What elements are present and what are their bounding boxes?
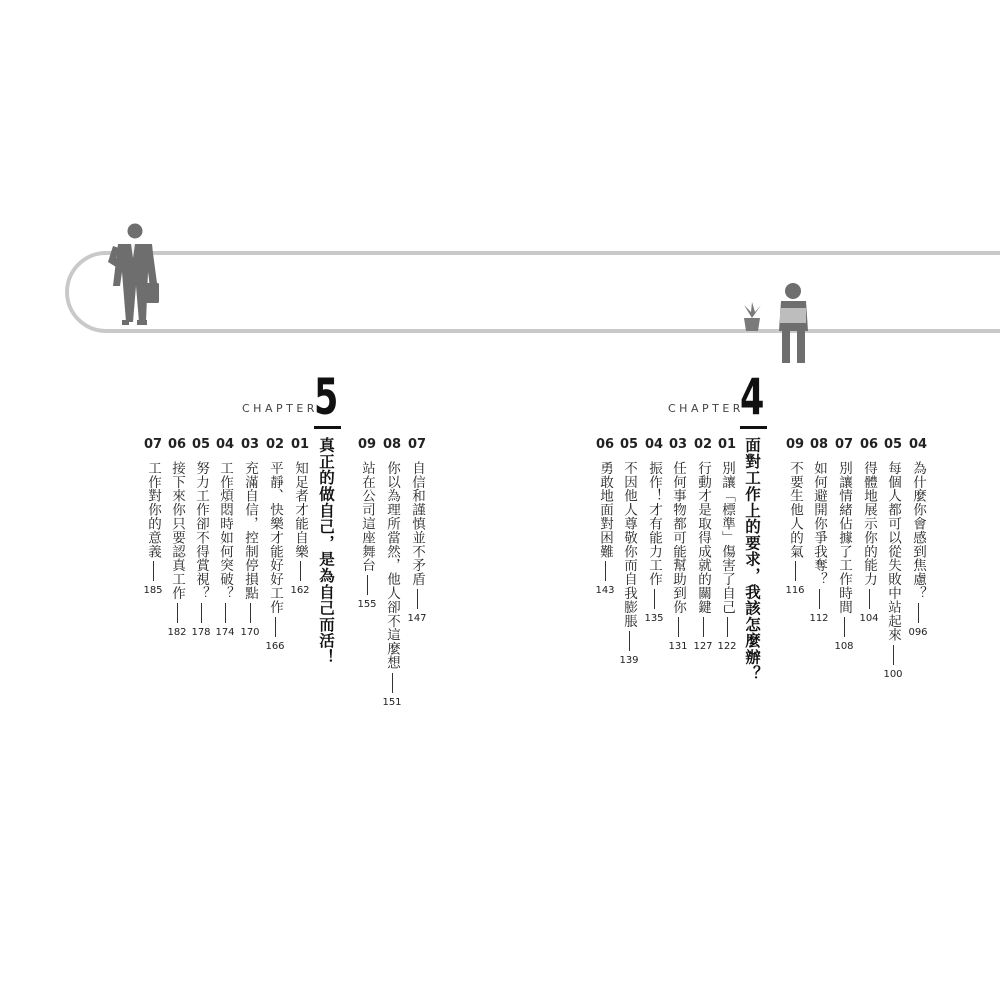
- toc-entry: [618, 437, 640, 666]
- entry-page: 166: [265, 640, 285, 652]
- entry-page: 112: [809, 613, 829, 625]
- entry-title: 知足者才能自樂: [292, 461, 308, 559]
- entry-title: 你以為理所當然，他人卻不這麼想: [384, 461, 400, 670]
- leader-line: [893, 645, 894, 665]
- entry-page: 151: [382, 696, 402, 708]
- plant-figure: [744, 302, 761, 331]
- entry-number: 07: [143, 437, 163, 452]
- toc-entry: [833, 437, 855, 652]
- entry-title: 得體地展示你的能力: [861, 461, 877, 587]
- toc-entry: [667, 437, 689, 652]
- toc-entry: [381, 437, 403, 708]
- track-line: [67, 253, 1000, 331]
- entry-page: 139: [619, 654, 639, 666]
- entry-page: 143: [595, 585, 615, 597]
- entry-number: 09: [785, 437, 805, 452]
- leader-line: [250, 603, 251, 623]
- entry-number: 07: [407, 437, 427, 452]
- toc-entry: [214, 437, 236, 638]
- entry-page: 096: [908, 627, 928, 638]
- toc-entry: [239, 437, 261, 638]
- entry-title: 別讓「標準」傷害了自己: [719, 461, 735, 614]
- leader-line: [177, 603, 178, 623]
- leader-line: [605, 561, 606, 581]
- entry-number: 04: [908, 437, 928, 452]
- toc-entry: [808, 437, 830, 624]
- entry-title: 工作煩悶時如何突破？: [217, 461, 233, 600]
- entry-page: 155: [357, 599, 377, 611]
- chapter5-rule: [314, 426, 341, 429]
- leader-line: [918, 603, 919, 623]
- entry-title: 充滿自信，控制停損點: [242, 461, 258, 600]
- chapter5-number: 5: [314, 368, 339, 426]
- toc-entry: [594, 437, 616, 596]
- entry-page: 127: [693, 640, 713, 652]
- entry-page: 170: [240, 627, 260, 638]
- entry-page: 100: [883, 668, 903, 680]
- entry-title: 接下來你只要認真工作: [169, 461, 185, 600]
- chapter5-title: 真正的做自己，是為自己而活！: [317, 437, 335, 666]
- entry-title: 站在公司這座舞台: [359, 461, 375, 573]
- entry-page: 178: [191, 627, 211, 638]
- toc-entry: [142, 437, 164, 596]
- entry-title: 為什麼你會感到焦慮？: [910, 461, 926, 600]
- entry-number: 02: [693, 437, 713, 452]
- toc-entry: [643, 437, 665, 624]
- entry-title: 平靜、快樂才能好好工作: [267, 461, 283, 614]
- entry-title: 自信和謹慎並不矛盾: [409, 461, 425, 587]
- entry-number: 05: [191, 437, 211, 452]
- entry-number: 07: [834, 437, 854, 452]
- toc-entry: [190, 437, 212, 638]
- toc-entry: [716, 437, 738, 652]
- toc-entry: [166, 437, 188, 638]
- leader-line: [367, 575, 368, 595]
- entry-number: 06: [859, 437, 879, 452]
- entry-page: 174: [215, 627, 235, 638]
- leader-line: [225, 603, 226, 623]
- entry-number: 05: [619, 437, 639, 452]
- toc-entry: [882, 437, 904, 680]
- entry-title: 勇敢地面對困難: [597, 461, 613, 559]
- leader-line: [703, 617, 704, 637]
- entry-page: 162: [290, 585, 310, 597]
- entry-title: 任何事物都可能幫助到你: [670, 461, 686, 614]
- entry-page: 108: [834, 640, 854, 652]
- entry-number: 09: [357, 437, 377, 452]
- toc-entry: [858, 437, 880, 624]
- entry-number: 08: [809, 437, 829, 452]
- entry-number: 03: [240, 437, 260, 452]
- entry-title: 每個人都可以從失敗中站起來: [885, 461, 901, 642]
- entry-page: 122: [717, 640, 737, 652]
- leader-line: [654, 589, 655, 609]
- leader-line: [727, 617, 728, 637]
- seated-person-figure: [779, 283, 808, 363]
- entry-number: 02: [265, 437, 285, 452]
- entry-title: 不因他人尊敬你而自我膨脹: [621, 461, 637, 628]
- entry-page: 104: [859, 613, 879, 625]
- leader-line: [678, 617, 679, 637]
- leader-line: [300, 561, 301, 581]
- entry-title: 行動才是取得成就的關鍵: [695, 461, 711, 614]
- chapter5-label: CHAPTER: [242, 402, 318, 415]
- entry-number: 01: [717, 437, 737, 452]
- entry-title: 別讓情緒佔據了工作時間: [836, 461, 852, 614]
- entry-page: 147: [407, 613, 427, 625]
- entry-number: 06: [167, 437, 187, 452]
- leader-line: [275, 617, 276, 637]
- toc-entry: [907, 437, 929, 638]
- entry-number: 05: [883, 437, 903, 452]
- entry-title: 不要生他人的氣: [787, 461, 803, 559]
- entry-page: 116: [785, 585, 805, 597]
- leader-line: [417, 589, 418, 609]
- entry-page: 131: [668, 640, 688, 652]
- leader-line: [869, 589, 870, 609]
- entry-page: 135: [644, 613, 664, 625]
- leader-line: [844, 617, 845, 637]
- businessman-figure: [108, 224, 159, 326]
- chapter4-label: CHAPTER: [668, 402, 744, 415]
- toc-entry: [692, 437, 714, 652]
- entry-number: 04: [644, 437, 664, 452]
- chapter4-number: 4: [740, 368, 765, 426]
- chapter4-rule: [740, 426, 767, 429]
- entry-title: 工作對你的意義: [145, 461, 161, 559]
- toc-entry: [784, 437, 806, 596]
- toc-entry: [406, 437, 428, 624]
- toc-entry: [356, 437, 378, 610]
- entry-number: 06: [595, 437, 615, 452]
- toc-entry: [264, 437, 286, 652]
- leader-line: [153, 561, 154, 581]
- leader-line: [392, 673, 393, 693]
- entry-title: 如何避開你爭我奪？: [811, 461, 827, 587]
- entry-number: 04: [215, 437, 235, 452]
- entry-page: 185: [143, 585, 163, 597]
- chapter4-title: 面對工作上的要求，我該怎麼辦？: [743, 437, 761, 682]
- leader-line: [819, 589, 820, 609]
- entry-number: 08: [382, 437, 402, 452]
- entry-title: 努力工作卻不得賞視？: [193, 461, 209, 600]
- toc-entry: [289, 437, 311, 596]
- leader-line: [795, 561, 796, 581]
- entry-title: 振作！才有能力工作: [646, 461, 662, 587]
- entry-number: 01: [290, 437, 310, 452]
- leader-line: [201, 603, 202, 623]
- entry-page: 182: [167, 627, 187, 638]
- entry-number: 03: [668, 437, 688, 452]
- leader-line: [629, 631, 630, 651]
